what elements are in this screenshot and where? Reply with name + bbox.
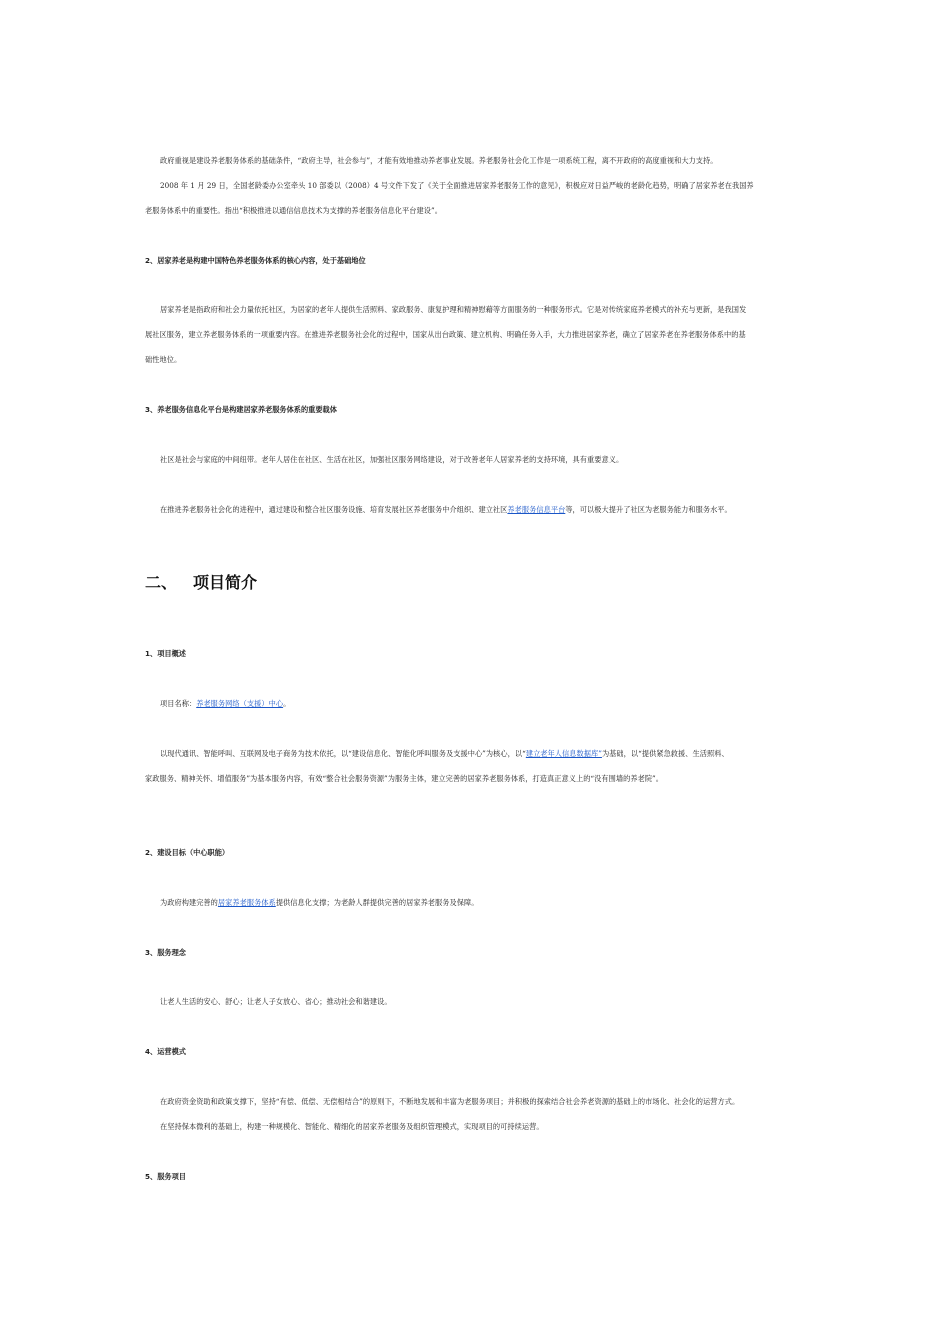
project-name-label: 项目名称： <box>160 699 197 708</box>
home-care-system-link[interactable]: 居家养老服务体系 <box>217 898 276 907</box>
paragraph-text: 提供信息化支撑；为老龄人群提供完善的居家养老服务及保障。 <box>275 898 479 907</box>
paragraph-construction-goal <box>160 898 815 908</box>
paragraph-tech-basis-line2: 家政服务、精神关怀、增值服务”为基本服务内容，有效“整合社会服务资源”为服务主体，建立完善的居家养老服务体系，打造真正意义上的“没有围墙的养老院”。 <box>145 774 664 783</box>
elderly-database-link[interactable]: 建立老年人信息数据库” <box>525 749 602 758</box>
heading-home-care-core: 2、居家养老是构建中国特色养老服务体系的核心内容，处于基础地位 <box>145 256 366 265</box>
paragraph-operation-line2: 在坚持保本微利的基础上，构建一种规模化、智能化、精细化的居家养老服务及组织管理模式，实现项目的可持续运营。 <box>160 1122 544 1131</box>
paragraph-home-care-line3: 础性地位。 <box>145 355 182 364</box>
paragraph-tech-basis-line1 <box>160 749 815 759</box>
project-name-link[interactable]: 养老服务网络（支援）中心 <box>196 699 284 708</box>
heading-construction-goal: 2、建设目标（中心职能） <box>145 848 230 857</box>
paragraph-2008-policy-line2: 老服务体系中的重要性。指出“积极推进以通信信息技术为支撑的养老服务信息化平台建设”。 <box>145 206 442 215</box>
section-number: 二、 <box>145 573 178 592</box>
heading-service-philosophy: 3、服务理念 <box>145 948 186 957</box>
paragraph-government-support: 政府重视是建设养老服务体系的基础条件，“政府主导，社会参与”，才能有效地推动养老事业发展。养老服务社会化工作是一项系统工程，离不开政府的高度重视和大力支持。 <box>160 156 718 165</box>
paragraph-text: 。 <box>283 699 291 708</box>
paragraph-community-services <box>160 505 815 515</box>
paragraph-2008-policy-line1: 2008 年 1 月 29 日，全国老龄委办公室牵头 10 部委以（2008）4 号文件下发了《关于全面推进居家养老服务工作的意见》，积极应对日益严峻的老龄化趋势，明确了居家养老在我国养 <box>160 181 754 190</box>
paragraph-service-philosophy: 让老人生活的安心、舒心；让老人子女放心、省心；推动社会和谐建设。 <box>160 997 392 1006</box>
paragraph-home-care-line2: 展社区服务，建立养老服务体系的一项重要内容。在推进养老服务社会化的过程中，国家从出台政策、建立机构、明确任务入手，大力推进居家养老，确立了居家养老在养老服务体系中的基 <box>145 330 746 339</box>
project-name-line <box>160 699 815 709</box>
section-title-text: 项目简介 <box>193 573 258 592</box>
paragraph-operation-line1: 在政府资金资助和政策支撑下，坚持“有偿、低偿、无偿相结合”的原则下，不断地发展和丰富为老服务项目；并积极的探索结合社会养老资源的基础上的市场化、社会化的运营方式。 <box>160 1097 740 1106</box>
paragraph-text: 等，可以极大提升了社区为老服务能力和服务水平。 <box>565 505 732 514</box>
heading-operation-mode: 4、运营模式 <box>145 1047 186 1056</box>
paragraph-text: 为政府构建完善的 <box>160 898 218 907</box>
paragraph-home-care-line1: 居家养老是指政府和社会力量依托社区，为居家的老年人提供生活照料、家政服务、康复护理和精神慰藉等方面服务的一种服务形式。它是对传统家庭养老模式的补充与更新，是我国发 <box>160 305 747 314</box>
info-platform-link[interactable]: 养老服务信息平台 <box>507 505 566 514</box>
paragraph-text: 以现代通讯、智能呼叫、互联网及电子商务为技术依托，以“建设信息化、智能化呼叫服务及支援中心”为核心，以“ <box>160 749 526 758</box>
heading-project-overview: 1、项目概述 <box>145 649 186 658</box>
heading-service-items: 5、服务项目 <box>145 1172 186 1181</box>
paragraph-text: 为基础，以“提供紧急救援、生活照料、 <box>601 749 729 758</box>
paragraph-text: 在推进养老服务社会化的进程中，通过建设和整合社区服务设施、培育发展社区养老服务中介组织、建立社区 <box>160 505 508 514</box>
heading-info-platform: 3、养老服务信息化平台是构建居家养老服务体系的重要载体 <box>145 405 337 414</box>
paragraph-community-bond: 社区是社会与家庭的中间纽带。老年人居住在社区、生活在社区，加强社区服务网络建设，对于改善老年人居家养老的支持环境，具有重要意义。 <box>160 455 624 464</box>
section-title-project-intro <box>145 572 257 594</box>
